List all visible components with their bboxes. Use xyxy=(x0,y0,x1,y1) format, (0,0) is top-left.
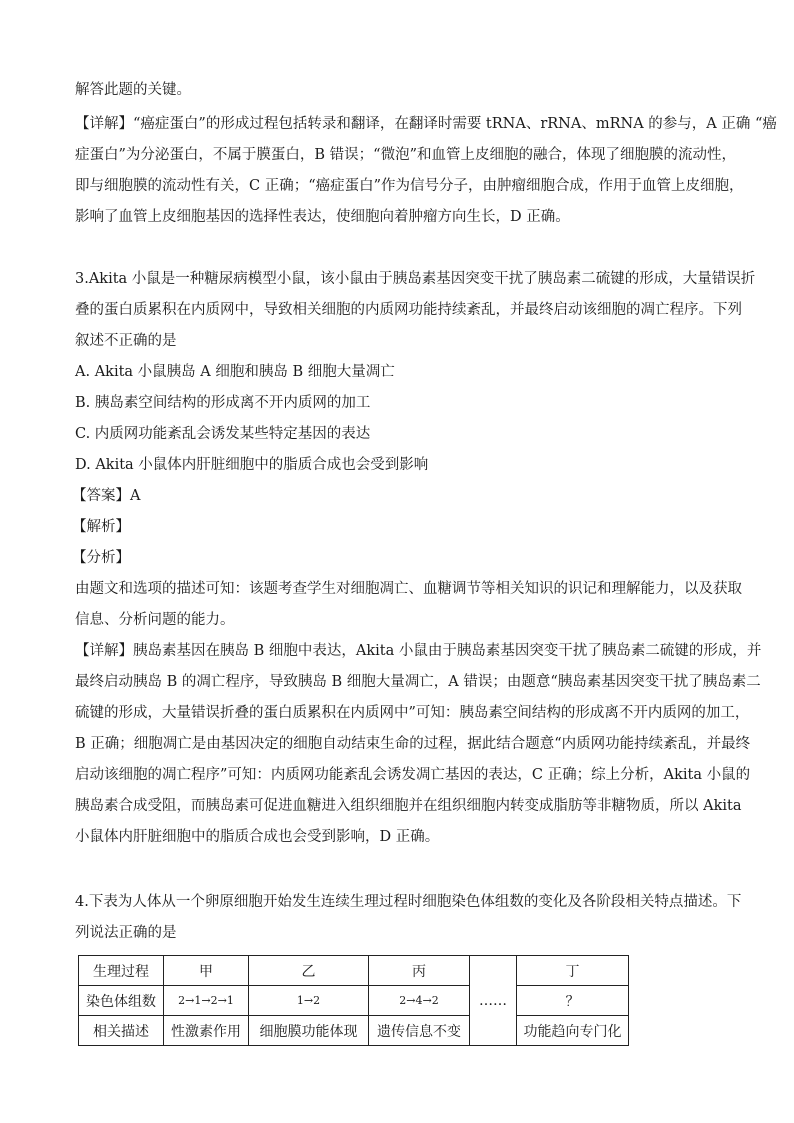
table-row xyxy=(79,986,629,1016)
analysis-label: 【解析】 xyxy=(72,519,130,535)
table-cell: 2→4→2 xyxy=(369,986,470,1016)
table-row xyxy=(79,1016,629,1046)
option-b: B. 胰岛素空间结构的形成离不开内质网的加工 xyxy=(75,395,371,411)
analysis-sub-label: 【分析】 xyxy=(72,550,130,566)
table-cell: ？ xyxy=(517,986,629,1016)
table-cell: 细胞膜功能体现 xyxy=(249,1016,369,1046)
table-cell: 1→2 xyxy=(249,986,369,1016)
text-line: 小鼠体内肝脏细胞中的脂质合成也会受到影响，D 正确。 xyxy=(75,829,440,845)
text-line: 最终启动胰岛 B 的凋亡程序，导致胰岛 B 细胞大量凋亡，A 错误；由题意“胰岛素基因突变干扰了胰岛素二 xyxy=(75,674,761,690)
table-cell: 丁 xyxy=(517,956,629,986)
answer-label: 【答案】A xyxy=(72,488,141,504)
table-cell: 遗传信息不变 xyxy=(369,1016,470,1046)
table-cell: 甲 xyxy=(164,956,249,986)
option-c: C. 内质网功能紊乱会诱发某些特定基因的表达 xyxy=(75,426,371,442)
text-line: 胰岛素合成受阻，而胰岛素可促进血糖进入组织细胞并在组织细胞内转变成脂肪等非糖物质，所以 Akita xyxy=(75,798,742,814)
question-4-stem: 4.下表为人体从一个卵原细胞开始发生连续生理过程时细胞染色体组数的变化及各阶段相关特点描述。下 xyxy=(75,894,742,910)
text-line: 影响了血管上皮细胞基因的选择性表达，使细胞向着肿瘤方向生长，D 正确。 xyxy=(75,209,570,225)
text-line: 解答此题的关键。 xyxy=(75,82,191,98)
text-line: 【详解】胰岛素基因在胰岛 B 细胞中表达，Akita 小鼠由于胰岛素基因突变干扰了胰岛素二硫键的形成，并 xyxy=(75,643,762,659)
option-d: D. Akita 小鼠体内肝脏细胞中的脂质合成也会受到影响 xyxy=(75,457,429,473)
table-cell: 性激素作用 xyxy=(164,1016,249,1046)
question-3-stem: 叙述不正确的是 xyxy=(75,333,177,349)
text-line: 即与细胞膜的流动性有关，C 正确；“癌症蛋白”作为信号分子，由肿瘤细胞合成，作用于血管上皮细胞， xyxy=(75,178,744,194)
text-line: 启动该细胞的凋亡程序”可知：内质网功能紊乱会诱发凋亡基因的表达，C 正确；综上分析，Akita 小鼠的 xyxy=(75,767,751,783)
option-a: A. Akita 小鼠胰岛 A 细胞和胰岛 B 细胞大量凋亡 xyxy=(75,364,395,380)
question-4-stem: 列说法正确的是 xyxy=(75,925,177,941)
table-cell: 染色体组数 xyxy=(79,986,164,1016)
stage-table xyxy=(78,955,629,1046)
question-3-stem: 叠的蛋白质累积在内质网中，导致相关细胞的内质网功能持续紊乱，并最终启动该细胞的凋亡程序。下列 xyxy=(75,302,742,318)
table-cell: 生理过程 xyxy=(79,956,164,986)
text-line: 硫键的形成，大量错误折叠的蛋白质累积在内质网中”可知：胰岛素空间结构的形成离不开内质网的加工， xyxy=(75,705,750,721)
text-line: 症蛋白”为分泌蛋白，不属于膜蛋白，B 错误；“微泡”和血管上皮细胞的融合，体现了细胞膜的流动性， xyxy=(75,147,736,163)
table-cell: …… xyxy=(470,956,517,1046)
table-cell: 丙 xyxy=(369,956,470,986)
text-line: 信息、分析问题的能力。 xyxy=(75,612,235,628)
table-cell: 相关描述 xyxy=(79,1016,164,1046)
table-cell: 2→1→2→1 xyxy=(164,986,249,1016)
text-line: 【详解】“癌症蛋白”的形成过程包括转录和翻译，在翻译时需要 tRNA、rRNA、mRNA 的参与，A 正确 “癌 xyxy=(75,116,777,132)
question-3-stem: 3.Akita 小鼠是一种糖尿病模型小鼠，该小鼠由于胰岛素基因突变干扰了胰岛素二硫键的形成，大量错误折 xyxy=(75,271,756,287)
table-row xyxy=(79,956,629,986)
text-line: 由题文和选项的描述可知：该题考查学生对细胞凋亡、血糖调节等相关知识的识记和理解能力，以及获取 xyxy=(75,581,742,597)
text-line: B 正确；细胞凋亡是由基因决定的细胞自动结束生命的过程，据此结合题意“内质网功能持续紊乱，并最终 xyxy=(75,736,751,752)
table-cell: 功能趋向专门化 xyxy=(517,1016,629,1046)
table-cell: 乙 xyxy=(249,956,369,986)
